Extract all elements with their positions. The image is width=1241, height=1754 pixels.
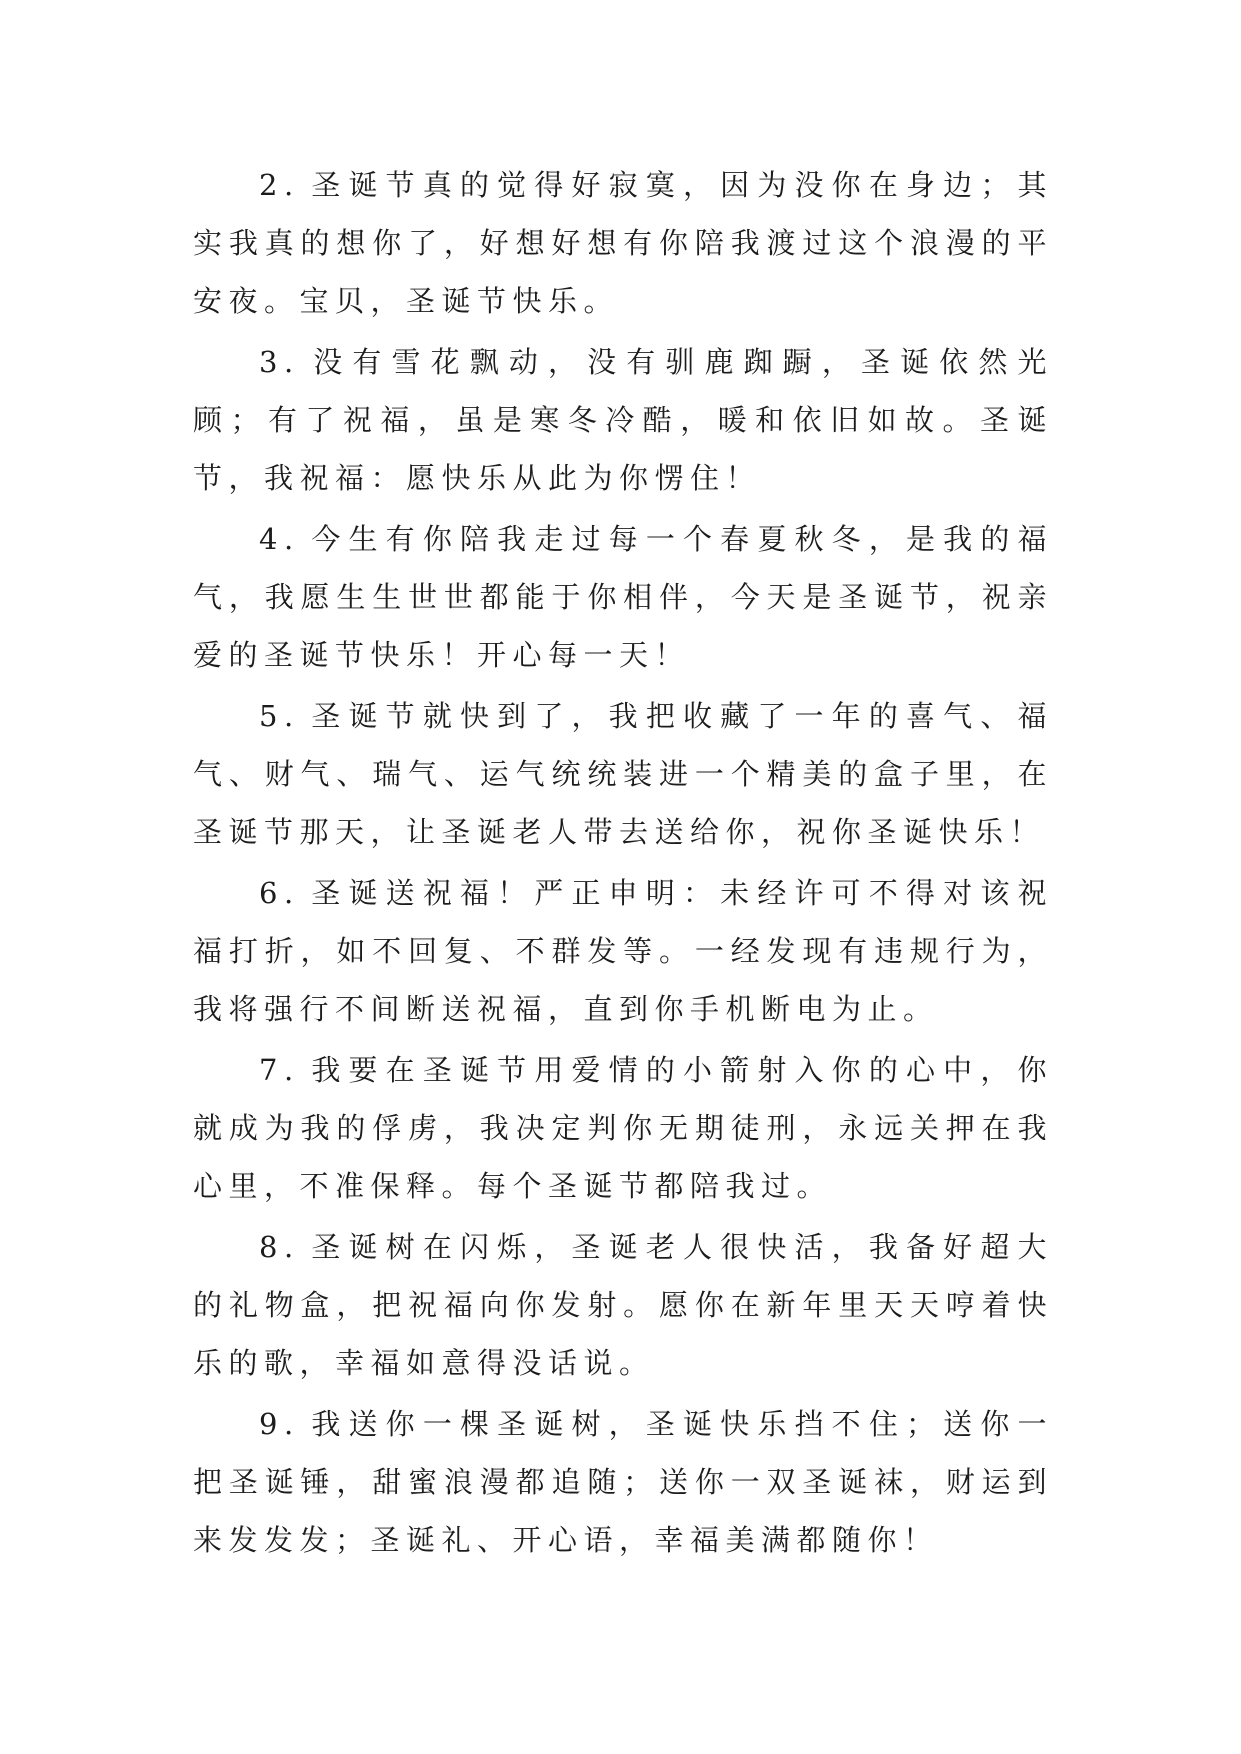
- item-number: 4.: [259, 522, 300, 556]
- item-number: 9.: [259, 1407, 300, 1441]
- list-item: [193, 687, 1053, 861]
- item-number: 5.: [259, 699, 300, 733]
- list-item: [193, 333, 1053, 507]
- item-number: 8.: [259, 1230, 300, 1264]
- item-text: 圣诞树在闪烁，圣诞老人很快活，我备好超大的礼物盒，把祝福向你发射。愿你在新年里天天哼着快乐的歌，幸福如意得没话说。: [193, 1230, 1053, 1380]
- item-number: 2.: [259, 168, 300, 202]
- list-item: [193, 156, 1053, 330]
- item-text: 今生有你陪我走过每一个春夏秋冬，是我的福气，我愿生生世世都能于你相伴，今天是圣诞节，祝亲爱的圣诞节快乐！开心每一天！: [193, 522, 1053, 672]
- item-text: 圣诞节就快到了，我把收藏了一年的喜气、福气、财气、瑞气、运气统统装进一个精美的盒子里，在圣诞节那天，让圣诞老人带去送给你，祝你圣诞快乐！: [193, 699, 1053, 849]
- item-text: 圣诞节真的觉得好寂寞，因为没你在身边；其实我真的想你了，好想好想有你陪我渡过这个浪漫的平安夜。宝贝，圣诞节快乐。: [193, 168, 1053, 318]
- list-item: [193, 1041, 1053, 1215]
- document-page: [193, 156, 1053, 1572]
- item-number: 3.: [259, 345, 300, 379]
- list-item: [193, 1395, 1053, 1569]
- list-item: [193, 1218, 1053, 1392]
- item-text: 圣诞送祝福！严正申明：未经许可不得对该祝福打折，如不回复、不群发等。一经发现有违规行为，我将强行不间断送祝福，直到你手机断电为止。: [193, 876, 1053, 1026]
- list-item: [193, 864, 1053, 1038]
- item-number: 7.: [259, 1053, 300, 1087]
- list-item: [193, 510, 1053, 684]
- item-text: 我送你一棵圣诞树，圣诞快乐挡不住；送你一把圣诞锤，甜蜜浪漫都追随；送你一双圣诞袜，财运到来发发发；圣诞礼、开心语，幸福美满都随你！: [193, 1407, 1053, 1557]
- item-text: 我要在圣诞节用爱情的小箭射入你的心中，你就成为我的俘虏，我决定判你无期徒刑，永远关押在我心里，不准保释。每个圣诞节都陪我过。: [193, 1053, 1053, 1203]
- item-number: 6.: [259, 876, 300, 910]
- item-text: 没有雪花飘动，没有驯鹿踟蹰，圣诞依然光顾；有了祝福，虽是寒冬冷酷，暖和依旧如故。圣诞节，我祝福：愿快乐从此为你愣住！: [193, 345, 1053, 495]
